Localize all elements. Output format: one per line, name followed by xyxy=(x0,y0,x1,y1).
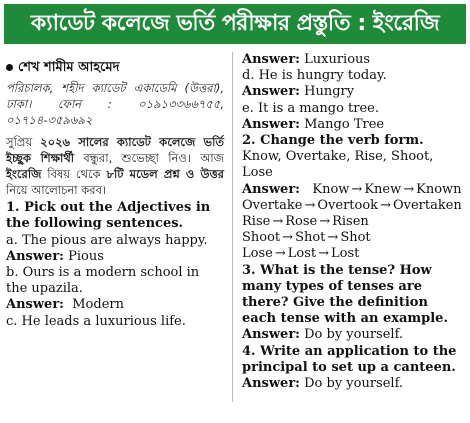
sentence-b: b. Ours is a modern school in the upazila. xyxy=(6,265,200,297)
answer-text: Do by yourself. xyxy=(304,376,404,392)
question-4: 4. Write an application to the principal to set up a canteen. xyxy=(242,343,457,375)
intro-text: বিষয় থেকে xyxy=(41,167,107,182)
question-3: 3. What is the tense? How many types of tenses are there? Give the definition each tense with an example. xyxy=(242,262,448,327)
sentence-c: c. He leads a luxurious life. xyxy=(6,313,186,329)
arrow-right-icon: → xyxy=(282,230,294,246)
author-name: শেখ শামীম আহমেদ xyxy=(18,60,120,75)
verb-base: Overtake xyxy=(242,197,303,213)
answer-label: Answer: xyxy=(242,327,300,343)
answer-d xyxy=(242,84,466,100)
answer-label: Answer: xyxy=(242,84,300,100)
intro-paragraph xyxy=(6,134,224,198)
verb-form-row xyxy=(242,198,466,214)
sentence-e: e. It is a mango tree. xyxy=(242,100,379,116)
verb-form-row xyxy=(242,246,466,262)
answer-text: Pious xyxy=(68,248,104,264)
answer-e xyxy=(242,117,466,133)
answer-b xyxy=(6,297,224,313)
arrow-right-icon: → xyxy=(351,181,363,197)
verb-participle: Risen xyxy=(332,214,369,230)
answer-label: Answer: xyxy=(6,248,64,264)
verb-participle: Overtaken xyxy=(392,197,462,213)
answer-label: Answer: xyxy=(6,297,64,313)
arrow-right-icon: → xyxy=(403,181,415,197)
answer-text: Do by yourself. xyxy=(304,327,404,343)
page-title: ক্যাডেট কলেজে ভর্তি পরীক্ষার প্রস্তুতি : ইংরেজি xyxy=(4,4,466,44)
verb-participle: Lost xyxy=(331,246,360,262)
answer-text: Luxurious xyxy=(304,52,371,67)
bullet-icon xyxy=(6,64,13,71)
verb-participle: Known xyxy=(416,181,462,197)
answer-c xyxy=(242,52,466,68)
verb-participle: Shot xyxy=(340,230,371,246)
arrow-right-icon: → xyxy=(380,197,391,213)
answer-label: Answer: xyxy=(242,52,300,67)
verb-past: Knew xyxy=(364,181,402,197)
answer-3 xyxy=(242,327,466,343)
arrow-right-icon: → xyxy=(318,246,329,262)
author-line xyxy=(6,60,224,76)
sentence-a: a. The pious are always happy. xyxy=(6,232,208,248)
verb-form-row xyxy=(242,230,466,246)
left-column xyxy=(6,52,224,330)
answer-label: Answer: xyxy=(242,376,300,392)
verb-base: Rise xyxy=(242,214,271,230)
answer-a xyxy=(6,249,224,265)
answer-label: Answer: xyxy=(242,181,300,197)
verb-base: Lose xyxy=(242,246,273,262)
verb-form-row xyxy=(242,182,466,198)
answer-4 xyxy=(242,376,466,392)
arrow-right-icon: → xyxy=(272,214,284,230)
intro-text: সুপ্রিয় xyxy=(6,135,41,150)
verb-past: Overtook xyxy=(317,197,379,213)
arrow-right-icon: → xyxy=(304,197,316,213)
intro-bold: ৮টি মডেল প্রশ্ন ও উত্তর xyxy=(106,167,224,182)
question-1: 1. Pick out the Adjectives in the following sentences. xyxy=(6,200,211,232)
arrow-right-icon: → xyxy=(274,246,286,262)
intro-bold: ইংরেজি xyxy=(6,167,42,182)
arrow-right-icon: → xyxy=(319,214,331,230)
verb-base: Know xyxy=(312,181,350,197)
verb-past: Lost xyxy=(287,246,317,262)
answer-label: Answer: xyxy=(242,116,300,132)
answer-text: Modern xyxy=(72,297,124,313)
question-2: 2. Change the verb form. xyxy=(242,133,424,149)
verb-base: Shoot xyxy=(242,230,281,246)
intro-bold: ২০২৬ সালের ক্যাডেট কলেজে ভর্তি ইচ্ছুক শিক্ষার্থী xyxy=(6,135,224,166)
verb-past: Rose xyxy=(285,214,318,230)
column-divider xyxy=(232,52,233,402)
verb-form-row xyxy=(242,214,466,230)
verb-past: Shot xyxy=(295,230,326,246)
answer-text: Hungry xyxy=(304,84,355,100)
intro-text: বন্ধুরা, শুভেচ্ছা নিও। আজ xyxy=(74,151,224,166)
author-bio: পরিচালক, শহীদ ক্যাডেট একাডেমি (উত্তরা), ঢাকা। ফোন : ০১৯১৩৩৬৬৭৫৫, ০১৭১৪-৩৫৯৬৯২ xyxy=(6,81,224,128)
arrow-right-icon: → xyxy=(327,230,339,246)
right-column xyxy=(242,52,466,392)
intro-text: নিয়ে আলোচনা করব। xyxy=(6,183,107,198)
sentence-d: d. He is hungry today. xyxy=(242,68,387,84)
verb-list: Know, Overtake, Rise, Shoot, Lose xyxy=(242,149,434,181)
answer-text: Mango Tree xyxy=(304,116,385,132)
